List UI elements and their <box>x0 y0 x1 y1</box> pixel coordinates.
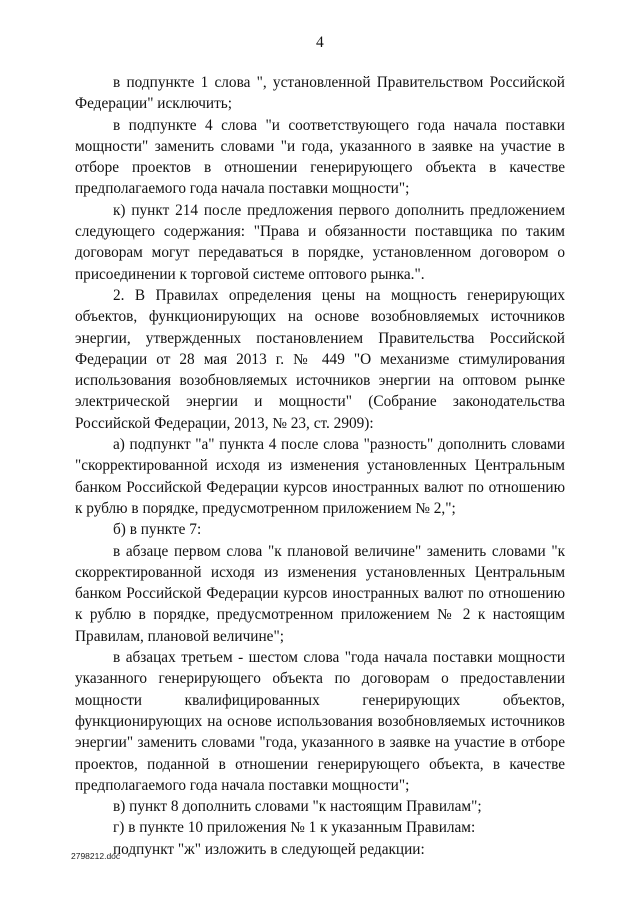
text-line: проектов, поданной в отношении генерирующего объекта, в качестве <box>75 755 565 773</box>
text-line: отборе проектов в отношении генерирующего объекта в качестве <box>75 159 565 177</box>
text-line: к рублю в порядке, предусмотренном приложением № 2 к настоящим <box>75 606 565 624</box>
text-line: энергии" заменить словами "года, указанного в заявке на участие в отборе <box>75 734 565 752</box>
text-line: Федерации от 28 мая 2013 г. № 449 "О механизме стимулирования <box>75 350 565 368</box>
text-line: договорам могут передаваться в порядке, установленном договором о <box>75 244 565 262</box>
text-line: в подпункте 1 слова ", установленной Правительством Российской <box>113 74 565 91</box>
text-line: "скорректированной исходя из изменения установленных Центральным <box>75 457 565 475</box>
text-line: банком Российской Федерации курсов иностранных валют по отношению <box>75 585 565 603</box>
text-line: Правилам, плановой величине"; <box>75 627 284 645</box>
text-line: использования возобновляемых источников энергии на оптовом рынке <box>75 372 565 390</box>
text-line: указанного генерирующего объекта по договорам о предоставлении <box>75 670 565 688</box>
text-line: мощности квалифицированных генерирующих объектов, <box>75 691 565 709</box>
text-line: мощности" заменить словами "и года, указанного в заявке на участие в <box>75 137 565 155</box>
text-line: электрической энергии и мощности" (Собрание законодательства <box>75 393 565 411</box>
text-line: к) пункт 214 после предложения первого дополнить предложением <box>113 201 565 219</box>
text-line: функционирующих на основе использования возобновляемых источников <box>75 712 565 730</box>
text-line: в абзаце первом слова "к плановой величине" заменить словами "к <box>113 542 565 560</box>
text-line: в) пункт 8 дополнить словами "к настоящим Правилам"; <box>113 798 482 816</box>
text-line: банком Российской Федерации курсов иностранных валют по отношению <box>75 478 565 496</box>
text-line: предполагаемого года начала поставки мощности"; <box>75 180 410 198</box>
file-name-footer: 2798212.doc <box>71 851 121 861</box>
document-body <box>75 72 565 860</box>
text-line: к рублю в порядке, предусмотренном приложением № 2,"; <box>75 499 456 517</box>
text-line: Российской Федерации, 2013, № 23, ст. 2909): <box>75 414 374 432</box>
text-line: присоединении к торговой системе оптового рынка.". <box>75 265 425 283</box>
text-line: объектов, функционирующих на основе возобновляемых источников <box>75 308 565 326</box>
page-number: 4 <box>316 34 324 51</box>
text-line: г) в пункте 10 приложения № 1 к указанным Правилам: <box>113 819 476 837</box>
text-line: в абзацах третьем - шестом слова "года начала поставки мощности <box>113 649 565 667</box>
text-line: следующего содержания: "Права и обязанности поставщика по таким <box>75 223 565 241</box>
text-line: Федерации" исключить; <box>75 95 232 113</box>
text-line: в подпункте 4 слова "и соответствующего года начала поставки <box>113 116 565 134</box>
text-line: подпункт "ж" изложить в следующей редакции: <box>113 840 425 858</box>
text-line: б) в пункте 7: <box>113 521 202 539</box>
text-line: 2. В Правилах определения цены на мощность генерирующих <box>113 286 565 304</box>
text-line: предполагаемого года начала поставки мощности"; <box>75 776 410 794</box>
text-line: энергии, утвержденных постановлением Правительства Российской <box>75 329 565 347</box>
text-line: а) подпункт "а" пункта 4 после слова "разность" дополнить словами <box>113 436 565 454</box>
text-line: скорректированной исходя из изменения установленных Центральным <box>75 563 565 581</box>
